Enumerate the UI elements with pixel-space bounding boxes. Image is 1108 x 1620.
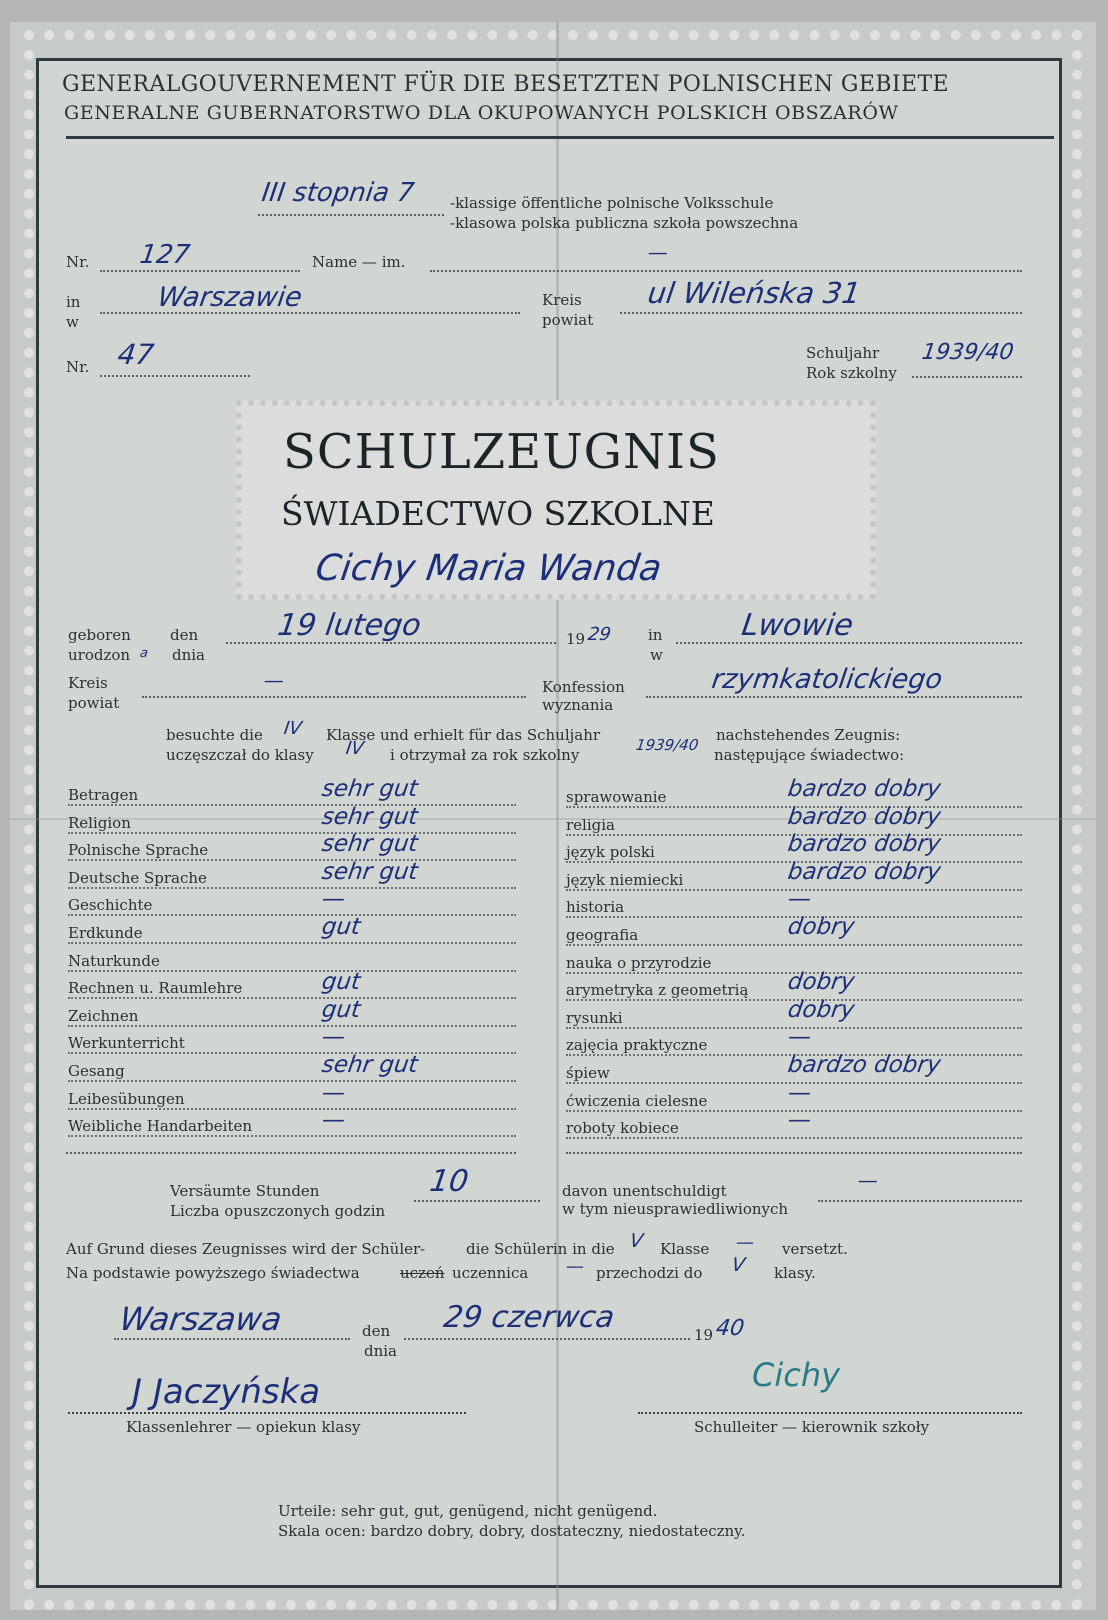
school-powiat-label: powiat bbox=[542, 311, 594, 329]
grade-subject-german: Geschichte bbox=[68, 896, 153, 914]
school-address-value: ul Wileńska 31 bbox=[645, 276, 863, 310]
rok-szkolny-label: Rok szkolny bbox=[806, 364, 897, 382]
konfession-value: rzymkatolickiego bbox=[709, 664, 945, 695]
school-type-polish: -klasowa polska publiczna szkoła powszechna bbox=[450, 214, 799, 232]
teacher-signature: J Jaczyńska bbox=[132, 1372, 321, 1412]
grade-subject-polish: geografia bbox=[566, 926, 639, 944]
student-kreis-dotline bbox=[142, 696, 526, 698]
grade-value-polish: — bbox=[786, 1107, 813, 1133]
birth-w-label: w bbox=[650, 646, 663, 664]
grade-subject-polish: język niemiecki bbox=[566, 871, 684, 889]
grade-subject-polish: historia bbox=[566, 898, 625, 916]
grade-subject-polish: nauka o przyrodzie bbox=[566, 954, 712, 972]
grade-dotline-left bbox=[68, 997, 516, 999]
header-rule bbox=[66, 136, 1054, 139]
grade-dotline-left bbox=[68, 1025, 516, 1027]
grade-value-german: sehr gut bbox=[320, 859, 420, 885]
grade-subject-german: Betragen bbox=[68, 786, 139, 804]
grade-subject-polish: arymetryka z geometrią bbox=[566, 981, 749, 999]
grade-value-german: sehr gut bbox=[320, 831, 420, 857]
student-name: Cichy Maria Wanda bbox=[313, 548, 665, 589]
dnia-label: dnia bbox=[172, 646, 206, 664]
school-in-label: in bbox=[66, 293, 81, 311]
grade-dotline-left bbox=[68, 1080, 516, 1082]
birth-day-month: 19 lutego bbox=[275, 608, 424, 643]
urodzon-label: urodzon bbox=[68, 646, 131, 664]
absence-value: 10 bbox=[427, 1164, 471, 1199]
konfession-dotline bbox=[646, 696, 1022, 698]
grade-dotline-left bbox=[68, 970, 516, 972]
urodzon-suffix: a bbox=[138, 646, 150, 661]
grade-value-polish: bardzo dobry bbox=[786, 804, 943, 830]
attendance-year: 1939/40 bbox=[634, 736, 700, 754]
student-kreis-value: — bbox=[262, 668, 286, 692]
schuljahr-dotline bbox=[912, 376, 1022, 378]
uczeszczal-suffix: i otrzymał za rok szkolny bbox=[390, 746, 580, 764]
head-label: Schulleiter — kierownik szkoły bbox=[694, 1418, 930, 1436]
grade-dotline-left bbox=[68, 859, 516, 861]
grades-end-dotline-right bbox=[566, 1152, 1022, 1154]
grade-subject-polish: ćwiczenia cielesne bbox=[566, 1092, 708, 1110]
grade-value-polish: — bbox=[786, 1024, 813, 1050]
unexcused-value: — bbox=[856, 1168, 880, 1192]
promotion-polish-value: — bbox=[564, 1256, 586, 1277]
grade-dotline-left bbox=[68, 1135, 516, 1137]
promotion-polish-d: klasy. bbox=[774, 1264, 816, 1282]
issue-year-suffix: 40 bbox=[714, 1316, 746, 1341]
grading-scale-polish: Skala ocen: bardzo dobry, dobry, dostateczny, niedostateczny. bbox=[278, 1522, 746, 1540]
schuljahr-value: 1939/40 bbox=[920, 340, 1016, 365]
grade-dotline-left bbox=[68, 1052, 516, 1054]
grade-value-polish: bardzo dobry bbox=[786, 859, 943, 885]
grades-end-dotline-left bbox=[66, 1152, 516, 1154]
grade-value-polish: dobry bbox=[786, 997, 857, 1023]
grade-subject-german: Erdkunde bbox=[68, 924, 143, 942]
grade-subject-polish: religia bbox=[566, 816, 615, 834]
head-signature: Cichy bbox=[752, 1356, 841, 1394]
schuljahr-label: Schuljahr bbox=[806, 344, 880, 362]
klasse-value: IV bbox=[282, 718, 304, 739]
teacher-label: Klassenlehrer — opiekun klasy bbox=[126, 1418, 361, 1436]
promotion-german-a: Auf Grund dieses Zeugnisses wird der Schüler- bbox=[66, 1240, 426, 1258]
grade-dotline-left bbox=[68, 832, 516, 834]
den-label: den bbox=[170, 626, 199, 644]
grade-value-german: gut bbox=[320, 997, 363, 1023]
school-w-label: w bbox=[66, 313, 79, 331]
grade-subject-polish: język polski bbox=[566, 843, 655, 861]
grade-value-german: — bbox=[320, 886, 347, 912]
grade-subject-german: Zeichnen bbox=[68, 1007, 139, 1025]
unexcused-label-german: davon unentschuldigt bbox=[562, 1182, 727, 1200]
title-polish: ŚWIADECTWO SZKOLNE bbox=[281, 494, 715, 533]
grade-subject-polish: sprawowanie bbox=[566, 788, 667, 806]
promotion-polish-value2: V bbox=[730, 1254, 747, 1276]
grade-value-polish: — bbox=[786, 886, 813, 912]
title-german: SCHULZEUGNIS bbox=[283, 424, 720, 480]
grade-subject-german: Weibliche Handarbeiten bbox=[68, 1117, 253, 1135]
besuchte-suffix: Klasse und erhielt für das Schuljahr bbox=[326, 726, 601, 744]
grade-value-polish: bardzo dobry bbox=[786, 776, 943, 802]
issue-date-dotline bbox=[404, 1338, 690, 1340]
school-name-value: — bbox=[646, 240, 670, 264]
school-nr2-value: 47 bbox=[115, 338, 156, 371]
absence-label-german: Versäumte Stunden bbox=[170, 1182, 320, 1200]
grade-dotline-right bbox=[566, 944, 1022, 946]
grade-subject-german: Gesang bbox=[68, 1062, 125, 1080]
konfession-label: Konfession bbox=[542, 678, 625, 696]
class-level-handwritten: III stopnia 7 bbox=[259, 178, 416, 208]
grade-dotline-left bbox=[68, 1108, 516, 1110]
promotion-german-b: die Schülerin in die bbox=[466, 1240, 615, 1258]
teacher-signature-line bbox=[68, 1412, 466, 1414]
issue-dnia-label: dnia bbox=[364, 1342, 398, 1360]
grade-subject-german: Leibesübungen bbox=[68, 1090, 185, 1108]
head-signature-line bbox=[638, 1412, 1022, 1414]
besuchte-prefix: besuchte die bbox=[166, 726, 263, 744]
grade-value-german: — bbox=[320, 1107, 347, 1133]
birth-place: Lwowie bbox=[739, 608, 856, 643]
header-line-polish: GENERALNE GUBERNATORSTWO DLA OKUPOWANYCH POLSKICH OBSZARÓW bbox=[64, 102, 899, 124]
birth-year-prefix: 19 bbox=[566, 630, 586, 648]
issue-place-dotline bbox=[114, 1338, 350, 1340]
grade-value-polish: dobry bbox=[786, 914, 857, 940]
grade-value-german: sehr gut bbox=[320, 1052, 420, 1078]
grade-value-polish: bardzo dobry bbox=[786, 831, 943, 857]
issue-year-prefix: 19 bbox=[694, 1326, 714, 1344]
issue-den-label: den bbox=[362, 1322, 391, 1340]
school-type-german: -klassige öffentliche polnische Volksschule bbox=[450, 194, 774, 212]
grade-subject-polish: śpiew bbox=[566, 1064, 610, 1082]
student-powiat-label: powiat bbox=[68, 694, 120, 712]
student-kreis-label: Kreis bbox=[68, 674, 108, 692]
issue-place: Warszawa bbox=[117, 1300, 285, 1338]
grade-value-polish: bardzo dobry bbox=[786, 1052, 943, 1078]
geboren-label: geboren bbox=[68, 626, 131, 644]
absence-label-polish: Liczba opuszczonych godzin bbox=[170, 1202, 386, 1220]
school-name-dotline bbox=[430, 270, 1022, 272]
zeugnis-polish: następujące świadectwo: bbox=[714, 746, 905, 764]
unexcused-dotline bbox=[818, 1200, 1022, 1202]
grade-subject-polish: zajęcia praktyczne bbox=[566, 1036, 708, 1054]
promotion-polish-a: Na podstawie powyższego świadectwa bbox=[66, 1264, 360, 1282]
promotion-german-d: versetzt. bbox=[782, 1240, 848, 1258]
promotion-german-value2: — bbox=[734, 1232, 756, 1253]
grade-value-german: gut bbox=[320, 914, 363, 940]
absence-dotline bbox=[414, 1200, 540, 1202]
grade-subject-german: Deutsche Sprache bbox=[68, 869, 207, 887]
grade-subject-german: Polnische Sprache bbox=[68, 841, 209, 859]
grade-value-polish: dobry bbox=[786, 969, 857, 995]
school-name-label: Name — im. bbox=[312, 253, 406, 271]
school-kreis-label: Kreis bbox=[542, 291, 582, 309]
promotion-polish-struck: uczeń bbox=[400, 1264, 445, 1282]
promotion-polish-c: przechodzi do bbox=[596, 1264, 703, 1282]
promotion-german-c: Klasse bbox=[660, 1240, 710, 1258]
birth-year-suffix: 29 bbox=[586, 624, 613, 645]
school-nr2-label: Nr. bbox=[66, 358, 90, 376]
school-nr2-dotline bbox=[100, 375, 250, 377]
promotion-german-value: V bbox=[628, 1230, 645, 1252]
promotion-polish-b: uczennica bbox=[452, 1264, 529, 1282]
grade-dotline-left bbox=[68, 914, 516, 916]
grade-subject-polish: rysunki bbox=[566, 1009, 623, 1027]
issue-date: 29 czerwca bbox=[441, 1300, 617, 1335]
grade-dotline-left bbox=[68, 942, 516, 944]
uczeszczal-prefix: uczęszczał do klasy bbox=[166, 746, 314, 764]
school-town-value: Warszawie bbox=[155, 282, 305, 313]
header-line-german: GENERALGOUVERNEMENT FÜR DIE BESETZTEN POLNISCHEN GEBIETE bbox=[62, 72, 949, 97]
grade-value-german: — bbox=[320, 1080, 347, 1106]
grade-subject-german: Religion bbox=[68, 814, 131, 832]
birth-in-label: in bbox=[648, 626, 663, 644]
grading-scale-german: Urteile: sehr gut, gut, genügend, nicht genügend. bbox=[278, 1502, 658, 1520]
grade-value-german: gut bbox=[320, 969, 363, 995]
grade-value-polish: — bbox=[786, 1080, 813, 1106]
class-level-dotline bbox=[258, 214, 444, 216]
grade-dotline-left bbox=[68, 804, 516, 806]
school-nr-value: 127 bbox=[137, 240, 192, 270]
grade-value-german: sehr gut bbox=[320, 776, 420, 802]
zeugnis-german: nachstehendes Zeugnis: bbox=[716, 726, 901, 744]
grade-subject-german: Rechnen u. Raumlehre bbox=[68, 979, 243, 997]
grade-dotline-left bbox=[68, 887, 516, 889]
wyznania-label: wyznania bbox=[542, 696, 614, 714]
school-kreis-dotline bbox=[620, 312, 1022, 314]
school-nr-label: Nr. bbox=[66, 253, 90, 271]
grade-value-german: sehr gut bbox=[320, 804, 420, 830]
school-nr-dotline bbox=[100, 270, 300, 272]
grade-value-german: — bbox=[320, 1024, 347, 1050]
unexcused-label-polish: w tym nieusprawiedliwionych bbox=[562, 1200, 789, 1218]
grade-subject-german: Werkunterricht bbox=[68, 1034, 185, 1052]
klasy-value: IV bbox=[344, 738, 366, 759]
grade-dotline-right bbox=[566, 1137, 1022, 1139]
fold-line-vertical bbox=[556, 22, 559, 1610]
grade-subject-german: Naturkunde bbox=[68, 952, 160, 970]
grade-subject-polish: roboty kobiece bbox=[566, 1119, 679, 1137]
